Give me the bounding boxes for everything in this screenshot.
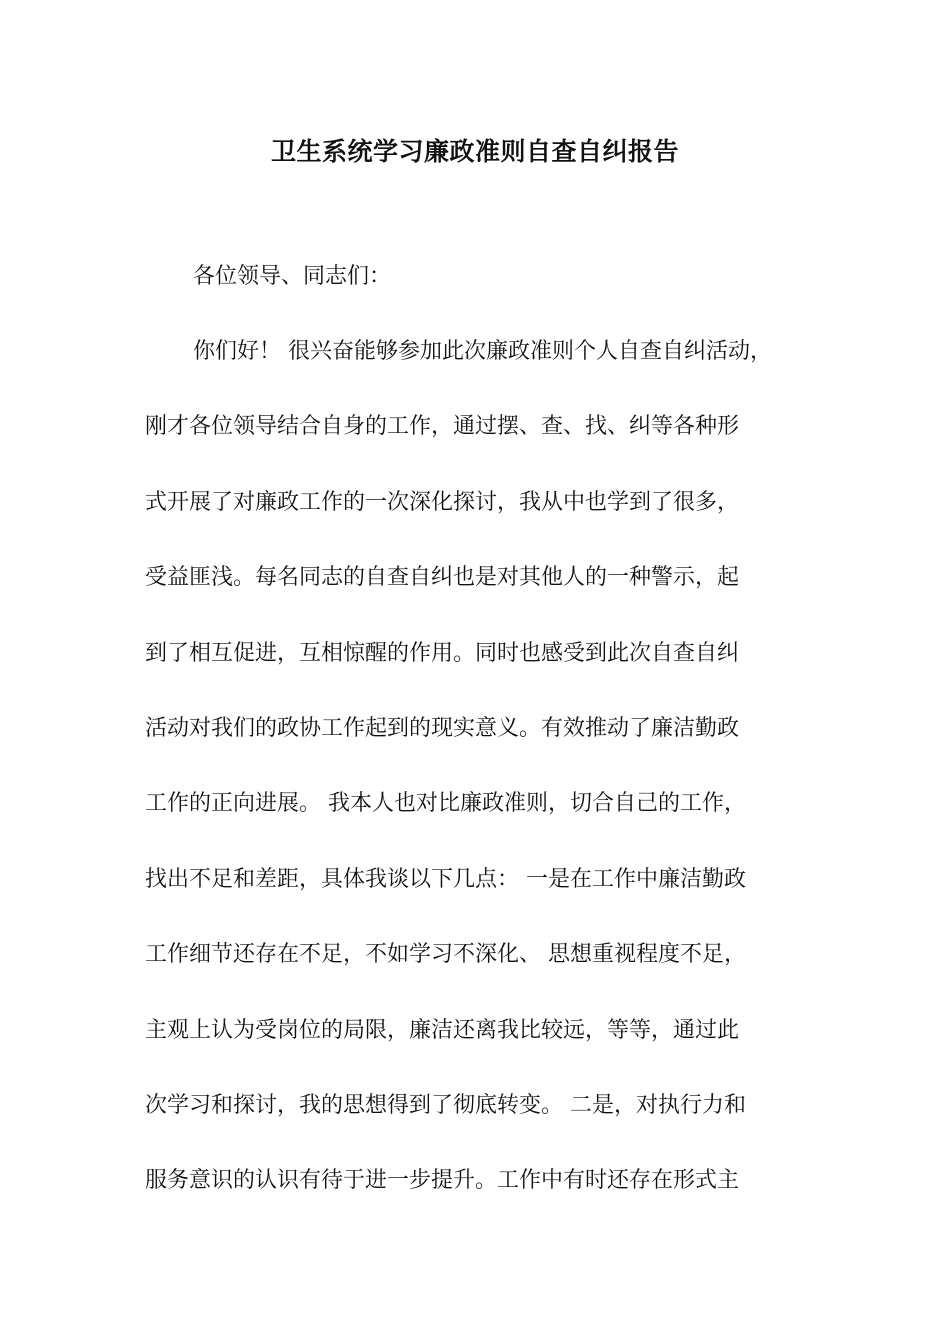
body-line-12: 服务意识的认识有待于进一步提升。工作中有时还存在形式主 (145, 1168, 740, 1194)
body-line-10: 主观上认为受岗位的局限，廉洁还离我比较远，等等，通过此 (145, 1017, 740, 1043)
body-line-3: 式开展了对廉政工作的一次深化探讨，我从中也学到了很多， (145, 489, 740, 515)
body-line-6: 活动对我们的政协工作起到的现实意义。有效推动了廉洁勤政 (145, 715, 740, 741)
body-line-5: 到了相互促进，互相惊醒的作用。同时也感受到此次自查自纠 (145, 640, 740, 666)
body-text (145, 334, 825, 1239)
body-line-8: 找出不足和差距，具体我谈以下几点： 一是在工作中廉洁勤政 (145, 866, 746, 892)
body-line-4: 受益匪浅。每名同志的自查自纠也是对其他人的一种警示，起 (145, 565, 740, 591)
document-title: 卫生系统学习廉政准则自查自纠报告 (270, 137, 679, 166)
greeting-line: 各位领导、同志们： (193, 264, 392, 289)
body-line-7: 工作的正向进展。 我本人也对比廉政准则，切合自己的工作， (145, 791, 746, 817)
body-line-2: 刚才各位领导结合自身的工作，通过摆、查、找、纠等各种形 (145, 414, 740, 440)
body-line-1: 你们好！ 很兴奋能够参加此次廉政准则个人自查自纠活动， (193, 339, 772, 364)
body-line-9: 工作细节还存在不足，不如学习不深化、 思想重视程度不足， (145, 942, 746, 968)
body-line-11: 次学习和探讨，我的思想得到了彻底转变。 二是，对执行力和 (145, 1092, 746, 1118)
